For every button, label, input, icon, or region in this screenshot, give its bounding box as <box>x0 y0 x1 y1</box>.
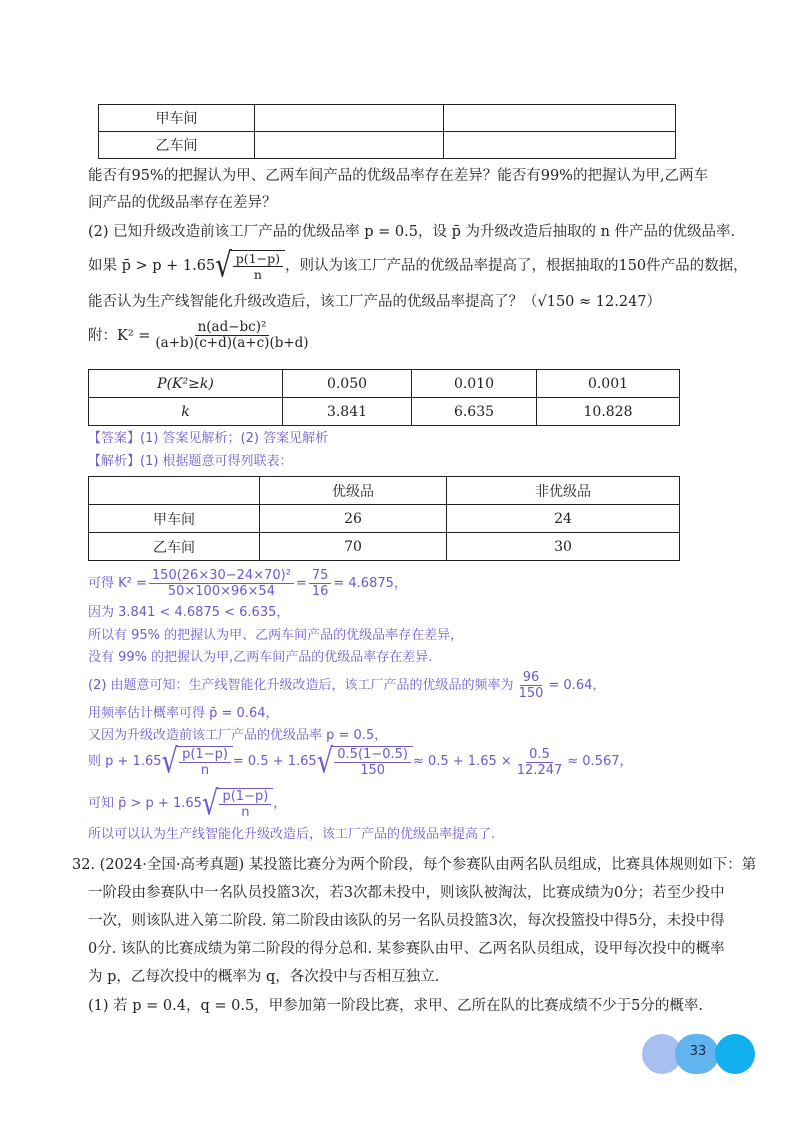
frac-denominator: n <box>253 267 262 282</box>
contingency-cell: 26 <box>260 505 447 533</box>
frac-denominator: 150 <box>518 686 544 701</box>
k-table-head: 0.010 <box>412 370 537 398</box>
frac-numerator: 0.5(1−0.5) <box>334 747 411 763</box>
solution-text: ， <box>273 796 287 811</box>
frac-numerator: p(1−p) <box>233 251 283 267</box>
solution-text: 可得 K² = <box>88 575 147 591</box>
q2-line3: 能否认为生产线智能化升级改造后，该工厂产品的优级品率提高了？（√150 ≈ 12.247） <box>88 294 662 310</box>
solution-line: 所以有 95% 的把握认为甲、乙两车间产品的优级品率存在差异， <box>88 628 464 643</box>
solution-text: ≈ 0.567， <box>567 754 633 769</box>
solution-text: = 0.5 + 1.65 <box>232 754 317 769</box>
frac-denominator: n <box>241 805 250 820</box>
answer-line: 【答案】(1) 答案见解析；(2) 答案见解析 <box>88 431 329 446</box>
k-table-cell: 6.635 <box>412 398 537 426</box>
solution-text: = <box>295 575 307 591</box>
solution-line: 又因为升级改造前该工厂产品的优级品率 p = 0.5， <box>88 728 388 743</box>
k-table-head: 0.050 <box>283 370 412 398</box>
analysis-intro: 【解析】(1) 根据题意可得列联表： <box>88 454 293 469</box>
frac-denominator: 150 <box>360 763 386 778</box>
contingency-cell: 甲车间 <box>89 505 260 533</box>
appendix-label: 附：K² = <box>88 327 151 344</box>
q1-line1: 能否有95%的把握认为甲、乙两车间产品的优级品率存在差异？能否有99%的把握认为甲,乙两车 <box>88 168 709 184</box>
contingency-table <box>88 476 680 561</box>
q32-line: (1) 若 p = 0.4，q = 0.5，甲参加第一阶段比赛，求甲、乙所在队的比赛成绩不少于5分的概率. <box>88 998 704 1014</box>
k-table-cell: 3.841 <box>283 398 412 426</box>
q32-line: 一阶段由参赛队中一名队员投篮3次，若3次都未投中，则该队被淘汰，比赛成绩为0分；若至少投中 <box>88 885 725 901</box>
solution-k2 <box>88 568 407 599</box>
q32-line: 一次，则该队进入第二阶段. 第二阶段由该队的另一名队员投篮3次，每次投篮投中得5分，未投中得 <box>88 913 725 929</box>
contingency-cell: 70 <box>260 533 447 561</box>
q2-line2-start: 如果 p̄ > p + 1.65 <box>88 258 216 274</box>
solution-conclusion-formula: 可知 p̄ > p + 1.65 √ $\frac{p(1-p)}{n}$ ， <box>88 784 287 824</box>
frac-denominator: n <box>200 763 210 778</box>
top-table-cell <box>255 132 444 159</box>
solution-text: = 0.64， <box>548 677 606 693</box>
top-table-row-label: 甲车间 <box>99 105 255 132</box>
q2-line1: (2) 已知升级改造前该工厂产品的优级品率 p = 0.5，设 p̄ 为升级改造后抽取的 n 件产品的优级品率. <box>88 224 736 240</box>
frac-numerator: 75 <box>309 568 332 584</box>
q32-line: 32. (2024·全国·高考真题) 某投篮比赛分为两个阶段，每个参赛队由两名队员组成，比赛具体规则如下：第 <box>72 857 757 873</box>
k-table-cell: k <box>89 398 283 426</box>
solution-text: (2) 由题意可知：生产线智能化升级改造后，该工厂产品的优级品的频率为 <box>88 677 514 693</box>
frac-numerator: 150(26×30−24×70)² <box>149 568 294 584</box>
solution-line: 没有 99% 的把握认为甲,乙两车间产品的优级品率存在差异. <box>88 650 433 665</box>
contingency-cell: 24 <box>447 505 680 533</box>
frac-numerator: 96 <box>520 670 543 686</box>
top-table-row-label: 乙车间 <box>99 132 255 159</box>
solution-text: = 4.6875， <box>333 575 407 591</box>
frac-denominator: 12.247 <box>516 762 563 778</box>
k-table-head: 0.001 <box>537 370 680 398</box>
q2-line2-end: ，则认为该工厂产品的优级品率提高了，根据抽取的150件产品的数据， <box>284 258 748 274</box>
solution-line: 用频率估计概率可得 p̄ = 0.64， <box>88 706 279 721</box>
frac-numerator: p(1−p) <box>179 747 231 763</box>
solution-text: 可知 p̄ > p + 1.65 <box>88 796 202 811</box>
solution-computation: 则 p + 1.65 √ $\frac{p(1-p)}{n}$ = 0.5 + 1.65 √ $\frac{0.5(1-0.5)}{150}$ ≈ 0.5 + 1.65 × $\frac{0.5}{12.247}$ ≈ 0.567， <box>88 742 633 782</box>
frac-numerator: 0.5 <box>526 747 553 763</box>
q2-line2 <box>88 246 748 286</box>
page-number: 33 <box>689 1044 707 1059</box>
frac-denominator: 50×100×96×54 <box>167 584 275 599</box>
q32-line: 0分. 该队的比赛成绩为第二阶段的得分总和. 某参赛队由甲、乙两名队员组成，设甲每次投中的概率 <box>88 941 725 957</box>
contingency-head <box>89 477 260 505</box>
solution-part2 <box>88 670 605 701</box>
contingency-cell: 乙车间 <box>89 533 260 561</box>
top-table-cell <box>444 105 676 132</box>
frac-numerator: p(1−p) <box>219 789 271 805</box>
contingency-head: 非优级品 <box>447 477 680 505</box>
appendix-denominator: (a+b)(c+d)(a+c)(b+d) <box>155 335 309 351</box>
q32-line: 为 p，乙每次投中的概率为 q，各次投中与否相互独立. <box>88 969 440 985</box>
top-table-cell <box>444 132 676 159</box>
contingency-cell: 30 <box>447 533 680 561</box>
k-critical-table <box>88 369 680 426</box>
appendix-numerator: n(ad−bc)² <box>195 320 270 336</box>
q1-line2: 间产品的优级品率存在差异？ <box>88 195 277 211</box>
appendix-formula <box>88 320 314 351</box>
contingency-head: 优级品 <box>260 477 447 505</box>
solution-text: 则 p + 1.65 <box>88 754 162 769</box>
k-table-head: P(K²≥k) <box>89 370 283 398</box>
k-table-cell: 10.828 <box>537 398 680 426</box>
solution-text: ≈ 0.5 + 1.65 × <box>412 754 512 769</box>
solution-line: 因为 3.841 < 4.6875 < 6.635， <box>88 605 290 620</box>
sqrt-expression: √ $\frac{p(1-p)}{n}$ <box>215 250 285 282</box>
top-table <box>98 104 676 159</box>
frac-denominator: 16 <box>311 584 329 599</box>
solution-line: 所以可以认为生产线智能化升级改造后，该工厂产品的优级品率提高了. <box>88 827 496 842</box>
top-table-cell <box>255 105 444 132</box>
decor-circle-right <box>715 1034 755 1074</box>
